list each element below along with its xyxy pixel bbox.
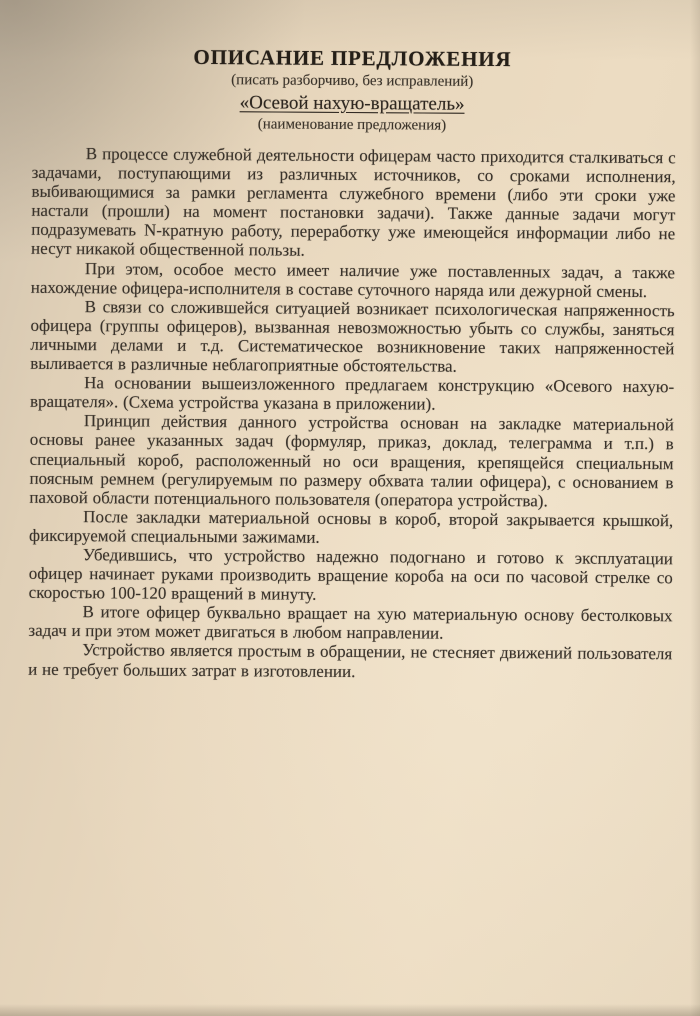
title-instruction-note: (писать разборчиво, без исправлений) [231,72,474,90]
body-paragraph: На основании вышеизложенного предлагаем конструкцию «Осевого нахую-вращателя». (Схема устройства указана в приложении). [29,373,675,414]
body-paragraph: После закладки материальной основы в короб, второй закрывается крышкой, фиксируемой специальными зажимами. [29,506,674,547]
document-body [28,144,676,683]
body-paragraph: Устройство является простым в обращении, не стесняет движений пользователя и не требует больших затрат в изготовлении. [28,640,673,681]
proposal-name-caption: (наименование предложения) [257,116,447,134]
document-title: ОПИСАНИЕ ПРЕДЛОЖЕНИЯ [193,44,512,72]
body-paragraph: В процессе служебной деятельности офицерам часто приходится сталкиваться с задачами, поступающими из различных источников, со сроками исполнения, выбивающимися за рамки регламента служебного времени (либо эти сроки уже настали (прошли) на момент постановки задачи). Также данные задачи могут подразумевать N-кратную работу, переработку уже имеющейся информации либо не несут никакой общественной пользы. [31,144,676,261]
body-paragraph: В итоге офицер буквально вращает на хую материальную основу бестолковых задач и при этом может двигаться в любом направлении. [28,602,673,644]
document-header [2,43,700,138]
body-paragraph: Принцип действия данного устройства основан на закладке материальной основы ранее указанных задач (формуляр, приказ, доклад, телеграмма и т.п.) в специальный короб, расположенный но оси вращения, крепящейся специальным поясным ремнем (регулируемым по размеру обхвата талии офицера), с основанием в паховой области потенциального пользователя (оператора устройства). [29,411,674,511]
proposal-name: «Осевой нахую-вращатель» [239,92,465,115]
body-paragraph: При этом, особое место имеет наличие уже поставленных задач, а также нахождение офицера-исполнителя в составе суточного наряда или дежурной смены. [30,258,676,301]
body-paragraph: В связи со сложившейся ситуацией возникает психологическая напряженность офицера (группы офицеров), вызванная невозможностью убыть со службы, заняться личными делами и т.д. Систематическое возникновение таких напряженностей выливается в различные неблагоприятные обстоятельства. [30,296,675,376]
body-paragraph: Убедившись, что устройство надежно подогнано и готово к эксплуатации офицер начинает руками производить вращение короба на оси по часовой стрелке со скоростью 100-120 вращений в минуту. [28,545,674,604]
